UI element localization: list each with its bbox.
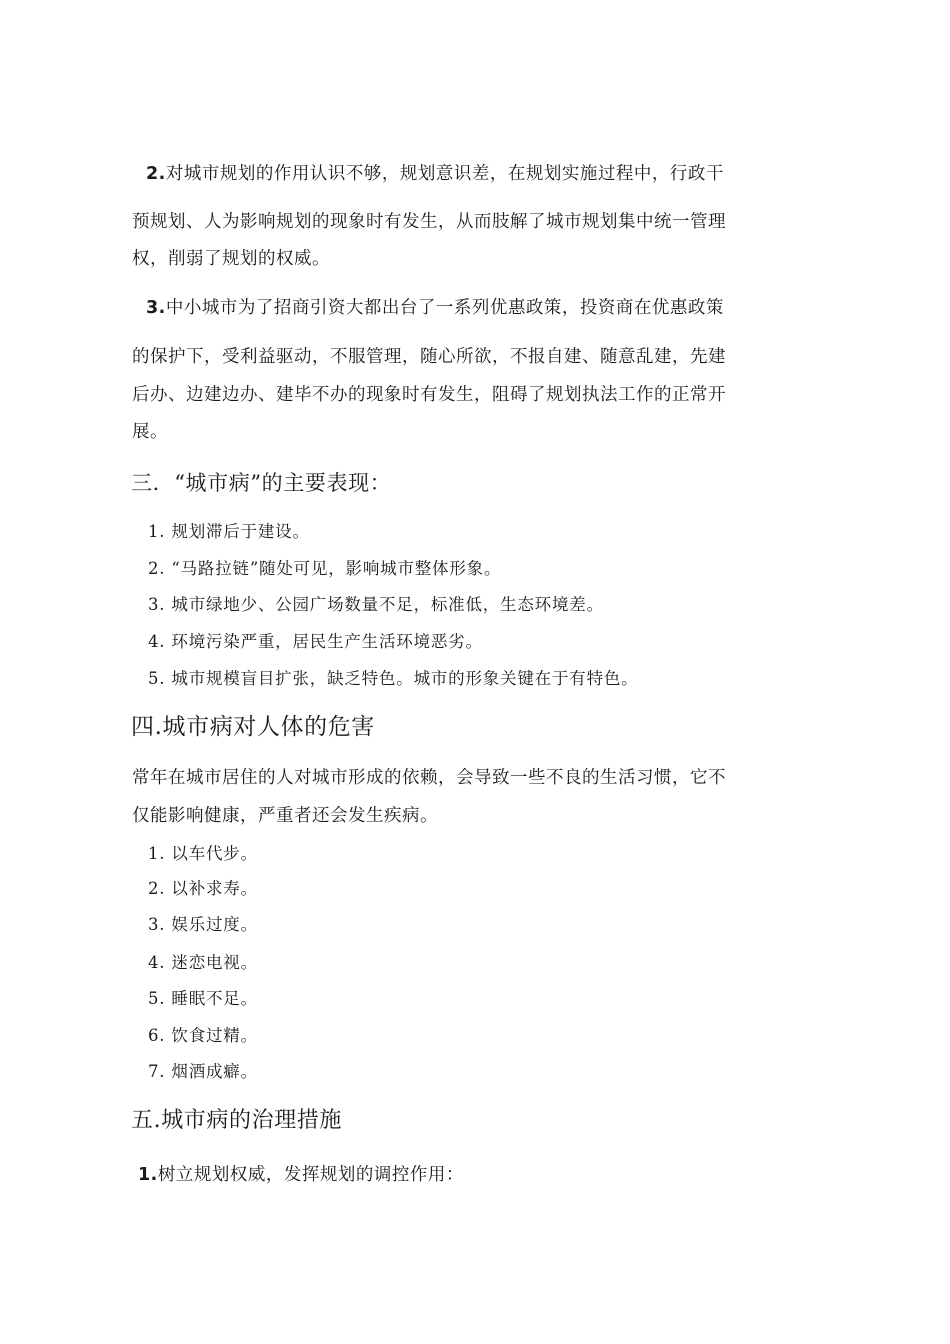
- item2-line3: 权，削弱了规划的权威。: [132, 249, 330, 269]
- list-item: 3. 娱乐过度。: [148, 915, 258, 934]
- list-item: 1. 规划滞后于建设。: [148, 522, 310, 541]
- list-item: 3. 城市绿地少、公园广场数量不足，标准低，生态环境差。: [148, 595, 604, 614]
- item3-line3: 后办、边建边办、建毕不办的现象时有发生，阻碍了规划执法工作的正常开: [132, 385, 726, 405]
- section5-heading: 五.城市病的治理措施: [131, 1108, 342, 1133]
- list-item: 6. 饮食过精。: [148, 1026, 258, 1045]
- section4-heading: 四.城市病对人体的危害: [131, 714, 375, 740]
- item3-line4: 展。: [132, 422, 168, 442]
- list-item: 7. 烟酒成癖。: [148, 1062, 258, 1081]
- item2-number: 2.: [146, 164, 166, 184]
- section5-item1: [138, 1163, 464, 1187]
- list-item: 5. 城市规模盲目扩张，缺乏特色。城市的形象关键在于有特色。: [148, 669, 639, 688]
- section4-intro-line2: 仅能影响健康，严重者还会发生疾病。: [132, 806, 438, 826]
- list-item: 4. 迷恋电视。: [148, 953, 258, 972]
- section5-item1-text: 树立规划权威，发挥规划的调控作用：: [157, 1165, 464, 1185]
- item2-text: 对城市规划的作用认识不够，规划意识差，在规划实施过程中，行政干: [165, 164, 724, 184]
- item3-line2: 的保护下，受利益驱动，不服管理，随心所欲，不报自建、随意乱建，先建: [132, 347, 726, 367]
- section5-item1-number: 1.: [138, 1165, 158, 1185]
- item3-line1: [146, 296, 724, 320]
- list-item: 2. 以补求寿。: [148, 879, 258, 898]
- item3-text: 中小城市为了招商引资大都出台了一系列优惠政策，投资商在优惠政策: [165, 298, 724, 318]
- item3-number: 3.: [146, 298, 166, 318]
- section4-intro-line1: 常年在城市居住的人对城市形成的依赖，会导致一些不良的生活习惯，它不: [132, 768, 726, 788]
- list-item: 2. “马路拉链”随处可见，影响城市整体形象。: [148, 559, 502, 578]
- section3-heading: 三．“城市病”的主要表现：: [131, 471, 392, 495]
- item2-line1: [146, 162, 724, 186]
- list-item: 5. 睡眠不足。: [148, 989, 258, 1008]
- list-item: 4. 环境污染严重，居民生产生活环境恶劣。: [148, 632, 483, 651]
- item2-line2: 预规划、人为影响规划的现象时有发生，从而肢解了城市规划集中统一管理: [132, 212, 726, 232]
- list-item: 1. 以车代步。: [148, 844, 258, 863]
